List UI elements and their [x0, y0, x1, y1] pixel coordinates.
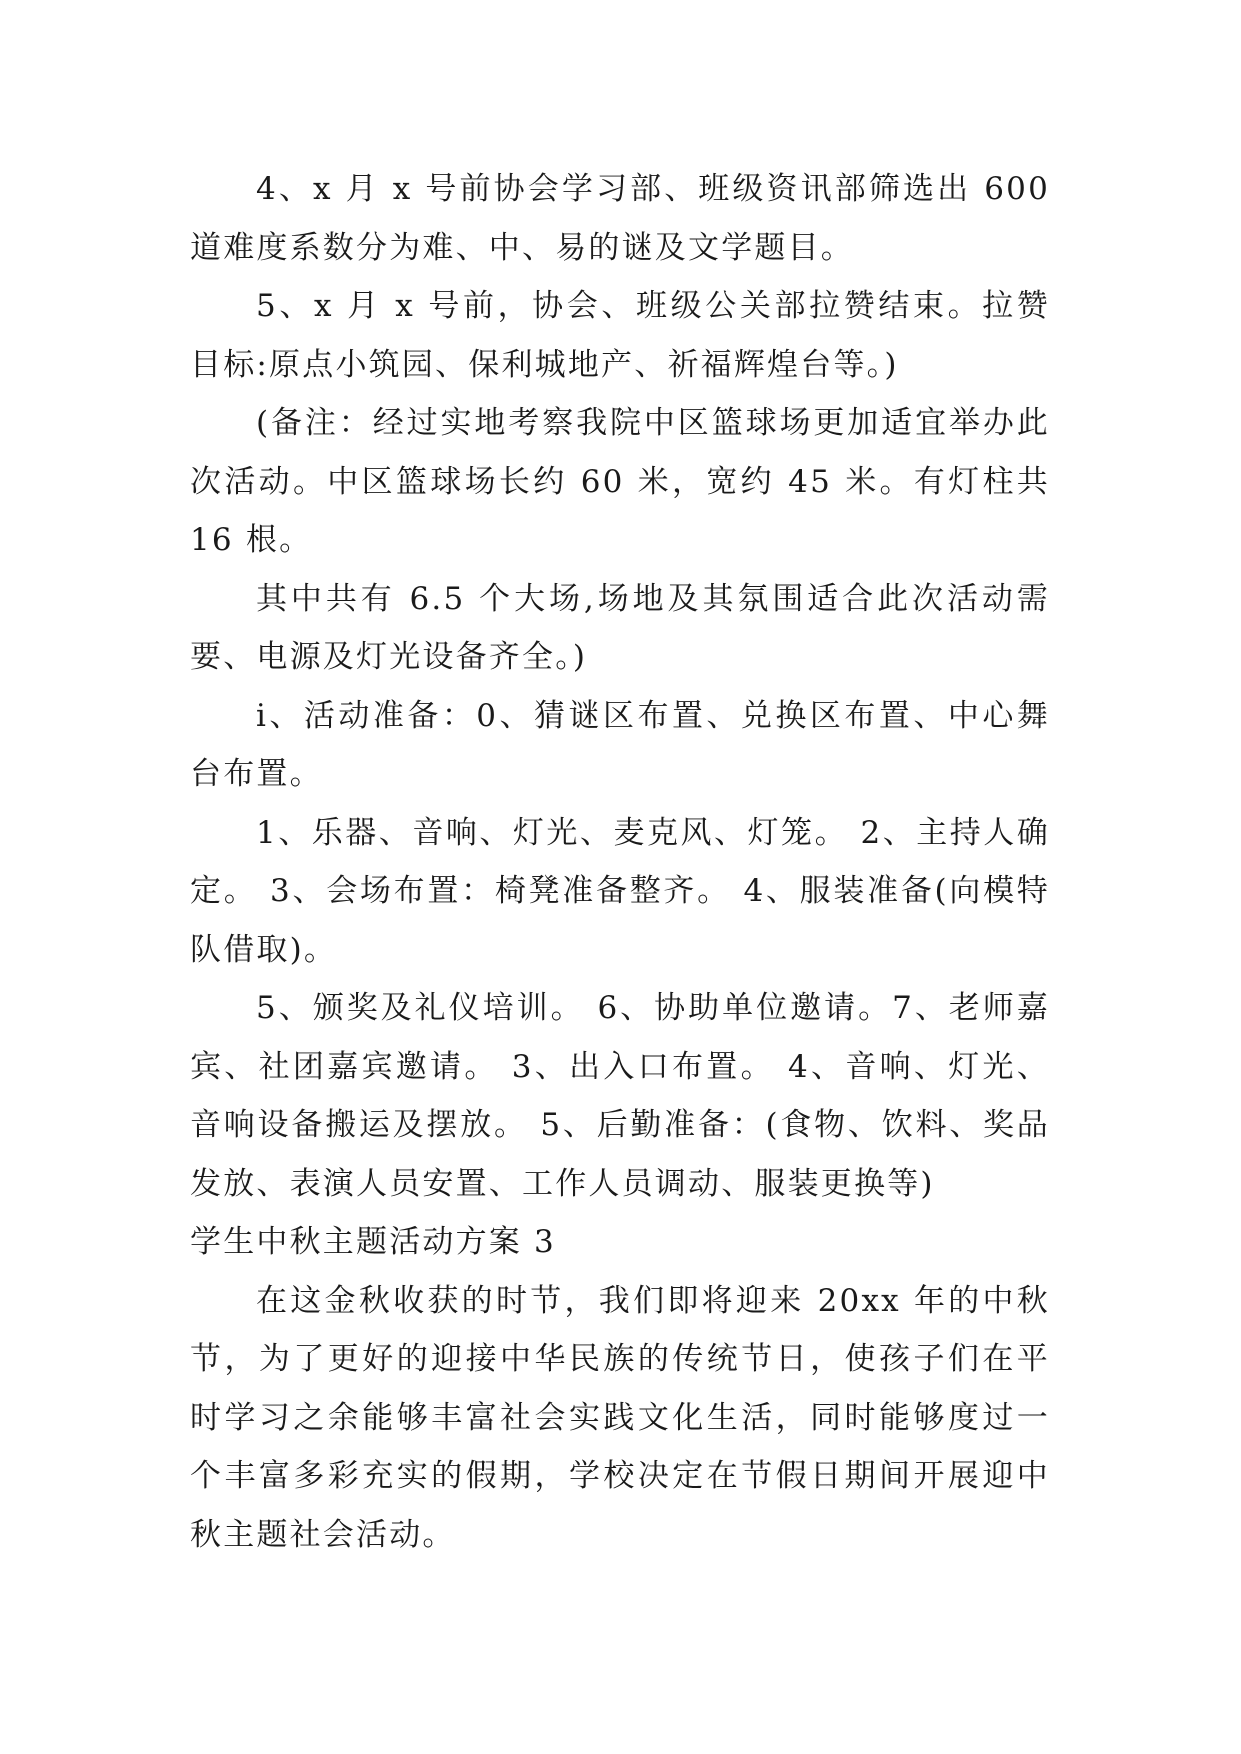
paragraph-venue-detail: 其中共有 6.5 个大场,场地及其氛围适合此次活动需要、电源及灯光设备齐全。) [190, 580, 1050, 675]
section-title: 学生中秋主题活动方案 3 [190, 1224, 556, 1260]
paragraph-question-screening: 4、x 月 x 号前协会学习部、班级资讯部筛选出 600 道难度系数分为难、中、易的谜及文学题目。 [190, 171, 1050, 266]
paragraph-section-intro: 在这金秋收获的时节，我们即将迎来 20xx 年的中秋节，为了更好的迎接中华民族的传统节日，使孩子们在平时学习之余能够丰富社会实践文化生活，同时能够度过一个丰富多彩充实的假期，学校决定在节假日期间开展迎中秋主题社会活动。 [190, 1282, 1050, 1553]
paragraph-activity-prep: i、活动准备：0、猜谜区布置、兑换区布置、中心舞台布置。 [190, 697, 1050, 792]
paragraph-venue-note: (备注：经过实地考察我院中区篮球场更加适宜举办此次活动。中区篮球场长约 60 米，宽约 45 米。有灯柱共 16 根。 [190, 405, 1050, 558]
paragraph-equipment-list: 1、乐器、音响、灯光、麦克风、灯笼。 2、主持人确定。 3、会场布置：椅凳准备整齐。 4、服装准备(向模特队借取)。 [190, 814, 1050, 968]
document-page [190, 160, 1050, 1564]
paragraph-sponsorship: 5、x 月 x 号前，协会、班级公关部拉赞结束。拉赞目标:原点小筑园、保利城地产、祈福辉煌台等。) [190, 288, 1050, 383]
paragraph-logistics-list: 5、颁奖及礼仪培训。 6、协助单位邀请。7、老师嘉宾、社团嘉宾邀请。 3、出入口布置。 4、音响、灯光、音响设备搬运及摆放。 5、后勤准备：(食物、饮料、奖品发放、表演人员安置、工作人员调动、服装更换等) [190, 990, 1050, 1202]
